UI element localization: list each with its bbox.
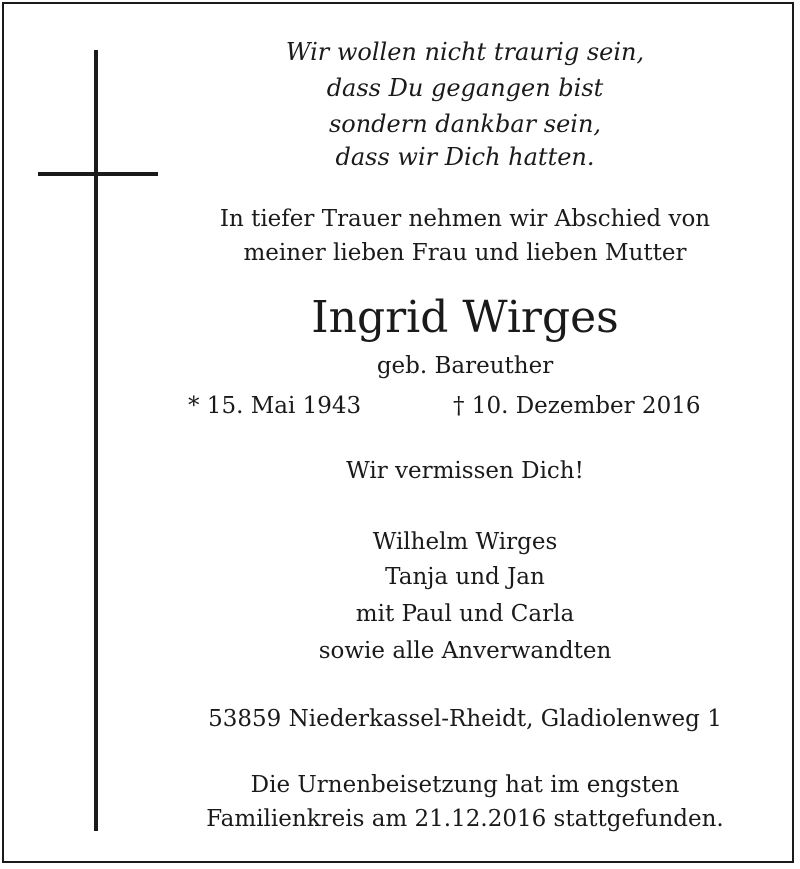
poem-line: Wir wollen nicht traurig sein, xyxy=(285,38,645,66)
death-date: † 10. Dezember 2016 xyxy=(453,393,701,419)
address-line: 53859 Niederkassel-Rheidt, Gladiolenweg 1 xyxy=(208,706,722,732)
cross-icon-vertical-bar xyxy=(94,50,98,831)
maiden-name: geb. Bareuther xyxy=(376,353,554,379)
closing-line: Familienkreis am 21.12.2016 stattgefunden. xyxy=(206,806,724,832)
mourner-line: Tanja und Jan xyxy=(385,564,545,590)
message-line: Wir vermissen Dich! xyxy=(346,458,584,484)
poem-line: sondern dankbar sein, xyxy=(328,110,602,138)
poem-line: dass wir Dich hatten. xyxy=(335,143,595,171)
deceased-name: Ingrid Wirges xyxy=(311,292,619,343)
mourner-line: Wilhelm Wirges xyxy=(372,529,558,555)
closing-line: Die Urnenbeisetzung hat im engsten xyxy=(250,772,680,798)
intro-line: meiner lieben Frau und lieben Mutter xyxy=(243,240,687,266)
mourner-line: sowie alle Anverwandten xyxy=(318,638,612,664)
poem-line: dass Du gegangen bist xyxy=(326,74,604,102)
mourner-line: mit Paul und Carla xyxy=(355,601,575,627)
intro-line: In tiefer Trauer nehmen wir Abschied von xyxy=(219,206,711,232)
cross-icon-horizontal-bar xyxy=(38,172,158,176)
birth-date: * 15. Mai 1943 xyxy=(188,393,362,419)
